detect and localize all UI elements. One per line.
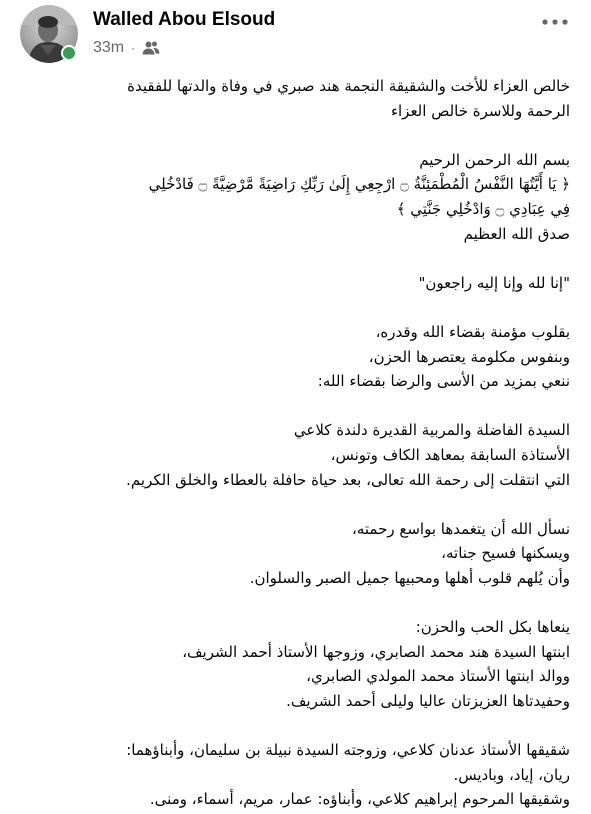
more-horizontal-icon bbox=[542, 19, 567, 24]
post-text-line: وأن يُلهم قلوب أهلها ومحبيها جميل الصبر والسلوان. bbox=[249, 568, 570, 587]
post-text-line: الأستاذة السابقة بمعاهد الكاف وتونس، bbox=[330, 445, 570, 464]
post-header bbox=[0, 0, 591, 72]
post-text-line: التي انتقلت إلى رحمة الله تعالى، بعد حياة حافلة بالعطاء والخلق الكريم. bbox=[126, 470, 570, 489]
post-text-line: ينعاها بكل الحب والحزن: bbox=[415, 618, 570, 637]
post-paragraph bbox=[28, 418, 570, 492]
post-text-line: ﴿ يَا أَيَّتُهَا النَّفْسُ الْمُطْمَئِنَّةُ ۝ ارْجِعِي إِلَىٰ رَبِّكِ رَاضِيَةً مَّرْضِيَّةً ۝ فَادْخُلِي bbox=[148, 175, 570, 194]
post-text-line: ننعي بمزيد من الأسى والرضا بقضاء الله: bbox=[317, 372, 570, 391]
post-text-line: السيدة الفاضلة والمربية القديرة دلندة كلاعي bbox=[293, 421, 570, 440]
post-paragraph bbox=[28, 615, 570, 713]
post-text bbox=[28, 74, 570, 812]
post-text-line: شقيقها الأستاذ عدنان كلاعي، وزوجته السيدة نبيلة بن سليمان، وأبناؤهما: bbox=[126, 741, 570, 760]
post-text-line: نسأل الله أن يتغمدها بواسع رحمته، bbox=[352, 519, 570, 538]
post-text-line: وشقيقها المرحوم إبراهيم كلاعي، وأبناؤه: عمار، مريم، أسماء، ومنى. bbox=[149, 790, 570, 809]
post-paragraph bbox=[28, 271, 570, 296]
post-text-line: بقلوب مؤمنة بقضاء الله وقدره، bbox=[375, 322, 570, 341]
post-text-line: فِي عِبَادِي ۝ وَادْخُلِي جَنَّتِي ﴾ bbox=[396, 199, 570, 218]
friends-icon[interactable] bbox=[142, 40, 160, 56]
paragraph-gap bbox=[28, 246, 570, 271]
post-paragraph bbox=[28, 517, 570, 591]
author-avatar[interactable] bbox=[20, 5, 78, 63]
post-text-line: ابنتها السيدة هند محمد الصابري، وزوجها الأستاذ أحمد الشريف، bbox=[182, 642, 570, 661]
post-text-line: ريان، إياد، وباديس. bbox=[453, 765, 570, 784]
post-paragraph bbox=[28, 74, 570, 123]
post-paragraph bbox=[28, 148, 570, 246]
paragraph-gap bbox=[28, 394, 570, 419]
post-text-line: ويسكنها فسيح جناته، bbox=[441, 544, 570, 563]
author-name[interactable]: Walled Abou Elsoud bbox=[93, 9, 276, 30]
online-status-dot bbox=[61, 45, 77, 61]
post-paragraph bbox=[28, 738, 570, 812]
post-text-line: خالص العزاء للأخت والشقيقة النجمة هند صبري في وفاة والدتها للفقيدة bbox=[127, 77, 570, 95]
more-options-button[interactable] bbox=[538, 10, 572, 34]
post-text-line: وبنفوس مكلومة يعتصرها الحزن، bbox=[368, 347, 570, 366]
post-time[interactable]: 33m bbox=[93, 39, 125, 56]
post-text-line: "إنا لله وإنا إليه راجعون" bbox=[418, 273, 570, 292]
paragraph-gap bbox=[28, 123, 570, 148]
meta-separator: · bbox=[131, 41, 136, 55]
paragraph-gap bbox=[28, 590, 570, 615]
post-text-line: صدق الله العظيم bbox=[463, 224, 570, 243]
post-paragraph bbox=[28, 320, 570, 394]
post-text-line: وحفيدتاها العزيزتان عاليا وليلى أحمد الشريف. bbox=[286, 691, 570, 710]
paragraph-gap bbox=[28, 713, 570, 738]
post-text-line: الرحمة وللاسرة خالص العزاء bbox=[390, 101, 570, 120]
post-text-line: ووالد ابنتها الأستاذ محمد المولدي الصابري، bbox=[306, 667, 570, 686]
paragraph-gap bbox=[28, 492, 570, 517]
post-meta bbox=[93, 38, 160, 58]
paragraph-gap bbox=[28, 295, 570, 320]
post-text-line: بسم الله الرحمن الرحيم bbox=[419, 150, 570, 169]
